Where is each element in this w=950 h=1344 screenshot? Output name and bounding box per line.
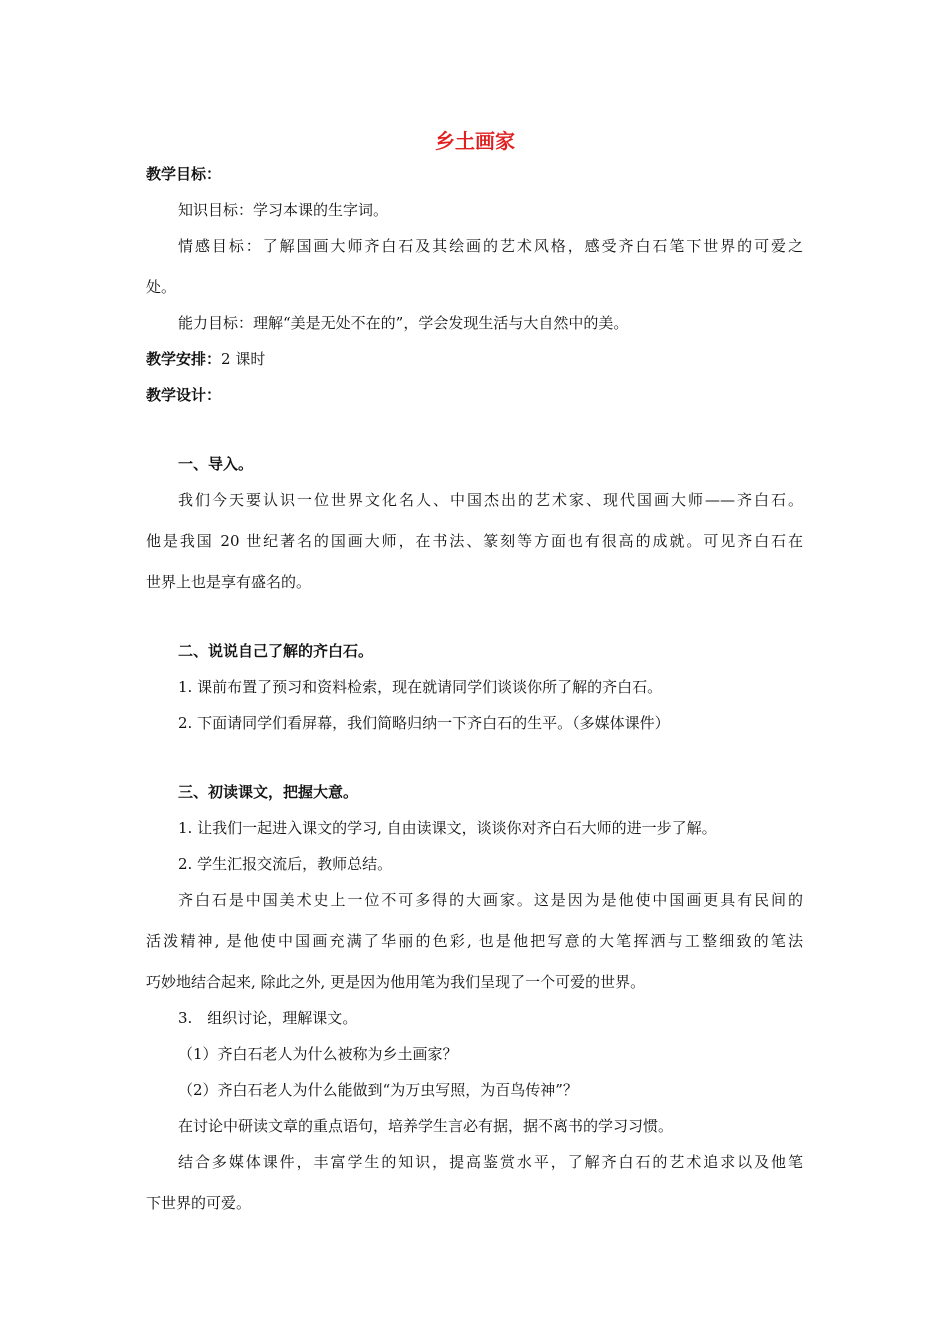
emotion-objective-line1: 情感目标：了解国画大师齐白石及其绘画的艺术风格，感受齐白石笔下世界的可爱之 (178, 237, 803, 255)
discussion-question2: （2）齐白石老人为什么能做到“为万虫写照，为百鸟传神”？ (178, 1081, 578, 1099)
section2-heading: 二、说说自己了解的齐白石。 (178, 642, 374, 660)
arrangement-label: 教学安排： (146, 350, 222, 368)
section1-paragraph-line2: 他是我国 20 世纪著名的国画大师，在书法、篆刻等方面也有很高的成就。可见齐白石在 (146, 532, 803, 550)
section3-paragraph3-line2: 下世界的可爱。 (146, 1194, 252, 1212)
section2-item1: 1. 课前布置了预习和资料检索，现在就请同学们谈谈你所了解的齐白石。 (178, 678, 663, 696)
section1-heading: 一、导入。 (178, 455, 254, 473)
section3-heading: 三、初读课文，把握大意。 (178, 783, 359, 801)
arrangement-value: 2 课时 (221, 350, 266, 368)
design-heading: 教学设计： (146, 386, 222, 404)
page-title: 乡土画家 (435, 129, 515, 153)
ability-objective: 能力目标：理解“美是无处不在的”，学会发现生活与大自然中的美。 (178, 314, 629, 332)
section3-item1: 1. 让我们一起进入课文的学习, 自由读课文，谈谈你对齐白石大师的进一步了解。 (178, 819, 717, 837)
section3-paragraph3-line1: 结合多媒体课件，丰富学生的知识，提高鉴赏水平，了解齐白石的艺术追求以及他笔 (178, 1153, 803, 1171)
section3-item3: 3. 组织讨论，理解课文。 (178, 1009, 358, 1027)
arrangement-line (146, 349, 265, 369)
section1-paragraph-line1: 我们今天要认识一位世界文化名人、中国杰出的艺术家、现代国画大师——齐白石。 (178, 491, 803, 509)
section3-paragraph2: 在讨论中研读文章的重点语句，培养学生言必有据，据不离书的学习习惯。 (178, 1117, 674, 1135)
objectives-heading: 教学目标： (146, 165, 222, 183)
section3-paragraph-line1: 齐白石是中国美术史上一位不可多得的大画家。这是因为是他使中国画更具有民间的 (178, 891, 803, 909)
knowledge-objective: 知识目标：学习本课的生字词。 (178, 201, 389, 219)
section3-item2: 2. 学生汇报交流后，教师总结。 (178, 855, 393, 873)
section2-item2: 2. 下面请同学们看屏幕，我们简略归纳一下齐白石的生平。（多媒体课件） (178, 714, 670, 732)
section1-paragraph-line3: 世界上也是享有盛名的。 (146, 573, 312, 591)
discussion-question1: （1）齐白石老人为什么被称为乡土画家？ (178, 1045, 458, 1063)
section3-paragraph-line3: 巧妙地结合起来, 除此之外, 更是因为他用笔为我们呈现了一个可爱的世界。 (146, 973, 646, 991)
emotion-objective-line2: 处。 (146, 278, 177, 296)
section3-paragraph-line2: 活泼精神, 是他使中国画充满了华丽的色彩, 也是他把写意的大笔挥洒与工整细致的笔法 (146, 932, 803, 950)
